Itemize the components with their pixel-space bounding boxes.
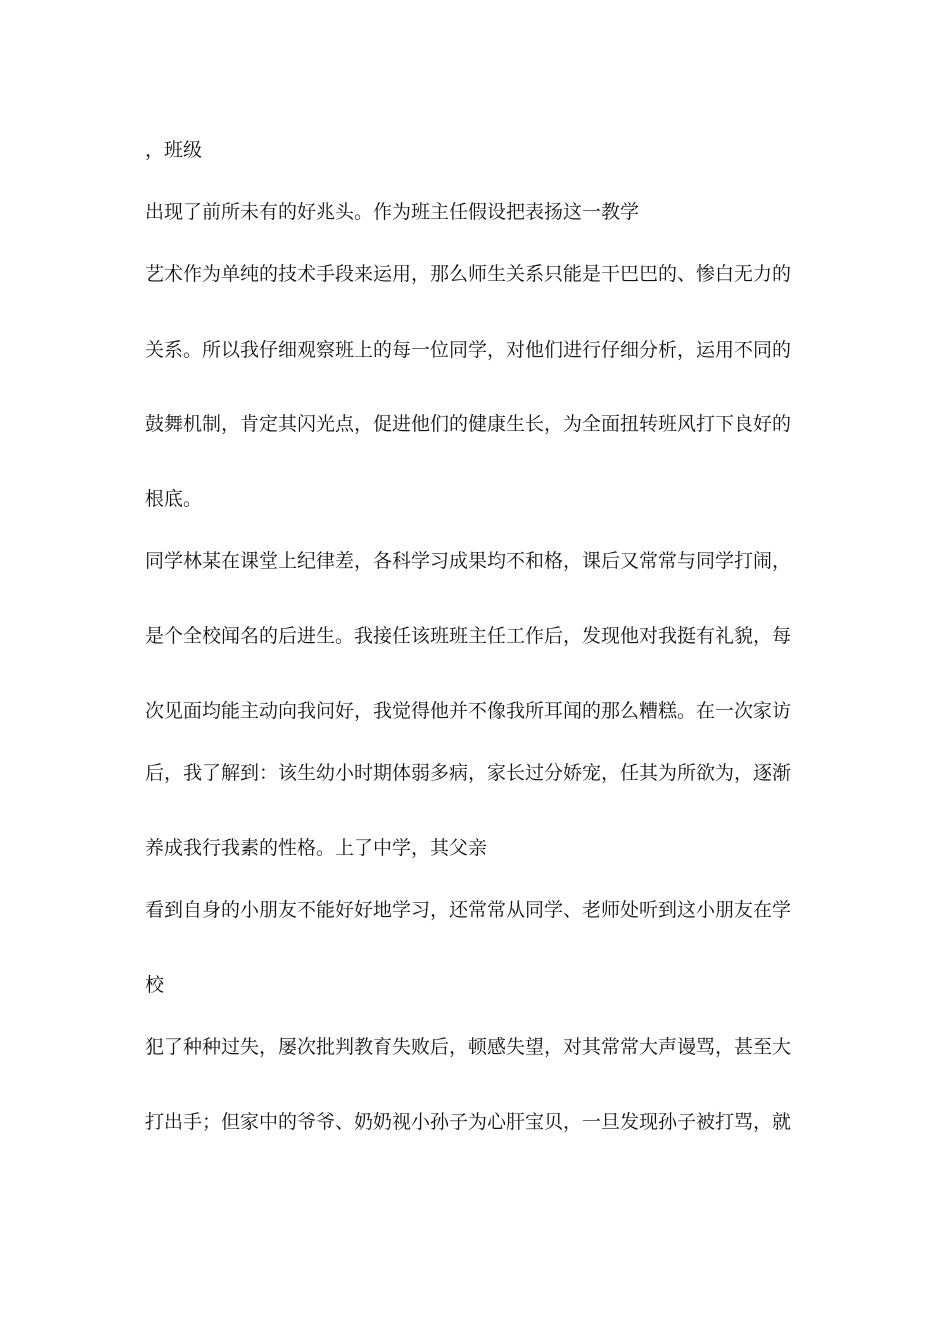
text-line: 同学林某在课堂上纪律差，各科学习成果均不和格，课后又常常与同学打闹，: [145, 550, 792, 572]
text-line: 次见面均能主动向我问好，我觉得他并不像我所耳闻的那么糟糕。在一次家访: [145, 700, 792, 722]
text-line: 是个全校闻名的后进生。我接任该班班主任工作后，发现他对我挺有礼貌，每: [145, 625, 792, 647]
text-line: 后，我了解到：该生幼小时期体弱多病，家长过分娇宠，任其为所欲为，逐渐: [145, 762, 792, 784]
text-line: 养成我行我素的性格。上了中学，其父亲: [145, 837, 488, 859]
text-line: 犯了种种过失，屡次批判教育失败后，顿感失望，对其常常大声谩骂，甚至大: [145, 1036, 792, 1058]
text-line: 打出手；但家中的爷爷、奶奶视小孙子为心肝宝贝，一旦发现孙子被打骂，就: [145, 1111, 792, 1133]
text-line: 根底。: [145, 488, 203, 510]
text-line: 出现了前所未有的好兆头。作为班主任假设把表扬这一教学: [145, 201, 640, 223]
text-line: 看到自身的小朋友不能好好地学习，还常常从同学、老师处听到这小朋友在学: [145, 899, 792, 921]
text-line: 艺术作为单纯的技术手段来运用，那么师生关系只能是干巴巴的、惨白无力的: [145, 263, 792, 285]
text-line: 鼓舞机制，肯定其闪光点，促进他们的健康生长，为全面扭转班风打下良好的: [145, 413, 792, 435]
text-line: 关系。所以我仔细观察班上的每一位同学，对他们进行仔细分析，运用不同的: [145, 339, 792, 361]
text-line: ，班级: [145, 139, 203, 161]
text-line: 校: [145, 974, 165, 996]
